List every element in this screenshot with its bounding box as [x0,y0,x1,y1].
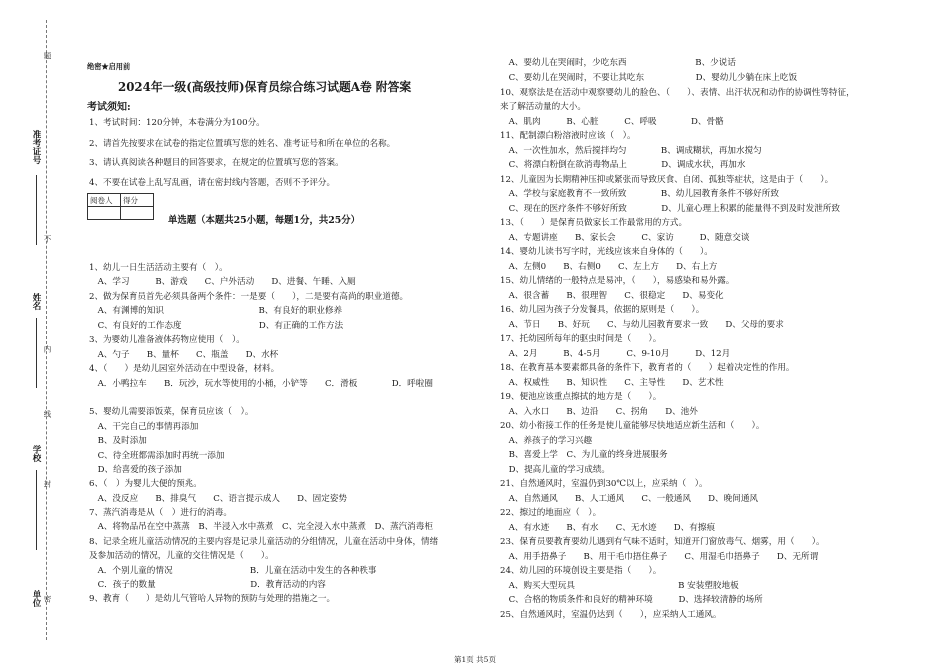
question-line: B、及时添加 [89,436,147,446]
question-line: D、提高儿童的学习成绩。 [500,465,611,475]
school-field[interactable] [36,470,37,550]
question-line: A、养孩子的学习兴趣 [500,436,593,446]
question-line: 5、婴幼儿需要添饭菜，保育员应该（ ）。 [89,407,254,417]
question-line: 来了解活动量的大小。 [500,102,586,112]
question-line: C、要幼儿在哭闹时，不要让其吃东 D、婴幼儿少躺在床上吃饭 [500,73,798,83]
question-line: 18、在教育基本要素都具备的条件下，教育者的（ ）起着决定性的作用。 [500,363,795,373]
school-label: 学校 [31,445,41,462]
notice-item: 4、不要在试卷上乱写乱画，请在密封线内答题，否则不予评分。 [89,178,336,188]
question-line: A、权威性 B、知识性 C、主导性 D、艺术性 [500,378,724,388]
question-line: A、自然通风 B、人工通风 C、一般通风 D、晚间通风 [500,494,759,504]
question-line: B、喜爱上学 C、为儿童的终身进展服务 [500,450,668,460]
notice-heading: 考试须知: [87,102,131,113]
question-line: 19、便池应该重点擦拭的地方是（ ）。 [500,392,662,402]
question-line: A．小鸭拉车 B．玩沙，玩水等使用的小桶，小铲等 C．滑板 D．呼啦圈 [89,379,433,389]
question-line: C、待全班都需添加时再统一添加 [89,451,225,461]
notice-item: 3、请认真阅读各种题目的回答要求，在规定的位置填写您的答案。 [89,158,344,168]
question-line: A、没反应 B、排臭气 C、语言提示成人 D、固定姿势 [89,494,348,504]
question-line: A、购买大型玩具 B 安装塑胶地板 [500,581,739,591]
question-line: A、有水迹 B、有水 C、无水迹 D、有擦痕 [500,523,716,533]
seal-char: 线 [43,410,52,418]
question-line: A、用手捂鼻子 B、用干毛巾捂住鼻子 C、用湿毛巾捂鼻子 D、无所谓 [500,552,819,562]
notice-item: 2、请首先按要求在试卷的指定位置填写您的姓名、准考证号和所在单位的名称。 [89,139,396,149]
question-line: A、入水口 B、边沿 C、拐角 D、池外 [500,407,698,417]
grader-cell: 阅卷人 [88,194,121,207]
question-line: C．孩子的数量 D．教育活动的内容 [89,580,326,590]
question-line: A、勺子 B、量杯 C、瓶盖 D、水杯 [89,350,279,360]
question-line: 9、教育（ ）是幼儿气管哈人异物的预防与处理的措施之一。 [89,594,336,604]
question-line: 17、托幼园所每年的驱虫时间是（ ）。 [500,334,662,344]
question-line: A、2月 B、4-5月 C、9-10月 D、12月 [500,349,731,359]
section-heading: 单选题（本题共25小题，每题1分，共25分） [168,215,360,226]
question-line: D、给喜爱的孩子添加 [89,465,182,475]
question-line: 20、幼小衔接工作的任务是使儿童能够尽快地适应新生活和（ ）。 [500,421,765,431]
question-line: 6、（ ）为婴儿大便的预兆。 [89,479,202,489]
name-label: 姓名 [31,293,41,310]
question-line: A、干完自己的事情再添加 [89,422,199,432]
question-line: A、学习 B、游戏 C、户外活动 D、进餐、午睡、入厕 [89,277,356,287]
question-line: A．个别儿童的情况 B．儿童在活动中发生的各种秩事 [89,566,377,576]
seal-char: 内 [43,345,52,353]
question-line: A、专题讲座 B、家长会 C、家访 D、随意交谈 [500,233,750,243]
question-line: A、很含蓄 B、很理智 C、很稳定 D、易变化 [500,291,724,301]
question-line: 10、观察法是在活动中观察婴幼儿的脸色、（ ）、表情、出汗状况和动作的协调性等特征， [500,88,855,98]
exam-number-field[interactable] [36,175,37,245]
question-line: 15、幼儿情绪的一般特点是易冲，（ ），易感染和易外露。 [500,276,735,286]
question-line: 13、（ ）是保育员做家长工作最常用的方式。 [500,218,688,228]
question-line: A、节日 B、好玩 C、与幼儿园教育要求一致 D、父母的要求 [500,320,784,330]
question-line: A、要幼儿在哭闹时，少吃东西 B、少说话 [500,58,736,68]
seal-char: 密 [43,595,52,603]
question-line: 14、婴幼儿读书写字时，光线应该来自身体的（ ）。 [500,247,713,257]
question-line: A、一次性加水，然后搅拌均匀 B、调成糊状，再加水搅匀 [500,146,762,156]
question-line: C、合格的物质条件和良好的精神环境 D、选择较清静的场所 [500,595,763,605]
question-line: 21、自然通风时，室温仍到30℃以上，应采纳（ ）。 [500,479,708,489]
question-line: 7、蒸汽消毒是从（ ）进行的消毒。 [89,508,232,518]
seal-char: 题 [43,52,52,60]
question-line: 及参加活动的情况，儿童的交往情况是（ ）。 [89,551,274,561]
question-line: 3、为婴幼儿准备液体药物应使用（ ）。 [89,335,245,345]
question-line: C、现在的医疗条件不够好所致 D、儿童心理上积累的能量得不到及时发泄所致 [500,204,841,214]
score-cell: 得分 [121,194,154,207]
question-line: C、将漂白粉倒在欲消毒物品上 D、调成水状，再加水 [500,160,746,170]
seal-line [46,20,47,640]
question-line: 2、做为保育员首先必须具备两个条件：一是要（ ），二是要有高尚的职业道德。 [89,292,409,302]
exam-number-label: 准考证号 [31,130,41,164]
score-table [87,193,154,220]
question-line: 8、记录全班儿童活动情况的主要内容是记录儿童活动的分组情况，儿童在活动中身体，情绪 [89,537,439,547]
question-line: 4、（ ）是幼儿园室外活动在中型设备，材料。 [89,364,280,374]
question-line: 12、儿童因为长期精神压抑或紧张而导致厌食、自闭、孤独等症状，这是由于（ ）。 [500,175,834,185]
question-line: C、有良好的工作态度 D、有正确的工作方法 [89,321,344,331]
question-line: A、肌肉 B、心脏 C、呼吸 D、骨骼 [500,117,724,127]
secret-label: 绝密★启用前 [87,62,131,71]
question-line: A、左侧0 B、右侧0 C、左上方 D、右上方 [500,262,718,272]
seal-char: 不 [43,235,52,243]
question-line: 16、幼儿园为孩子分发餐具，依据的原则是（ ）。 [500,305,705,315]
question-line: 11、配制漂白粉溶液时应该（ ）。 [500,131,636,141]
question-line: A、有渊博的知识 B、有良好的职业修养 [89,306,343,316]
question-line: 24、幼儿园的环境创设主要是指（ ）。 [500,566,662,576]
grader-input[interactable] [88,207,121,220]
name-field[interactable] [36,318,37,388]
question-line: 1、幼儿一日生活活动主要有（ ）。 [89,263,228,273]
score-input[interactable] [121,207,154,220]
question-line: 23、保育员要教育要幼儿遇到有气味不适时，知道开门窗放毒气、烟雾，用（ ）。 [500,537,825,547]
question-line: A、将物品吊在空中蒸蒸 B、半浸入水中蒸煮 C、完全浸入水中蒸煮 D、蒸汽消毒柜 [89,522,433,532]
notice-item: 1、考试时间：120分钟，本卷满分为100分。 [89,118,265,128]
unit-label: 单位 [31,590,41,607]
question-line: 22、擦过的地面应（ ）。 [500,508,602,518]
question-line: 25、自然通风时，室温仍达到（ ），应采纳人工通风。 [500,610,722,620]
page-title: 2024年一级(高级技师)保育员综合练习试题A卷 附答案 [118,80,412,94]
question-line: A、学校与家庭教育不一致所致 B、幼儿园教育条件不够好所致 [500,189,779,199]
seal-char: 封 [43,480,52,488]
page-footer: 第1页 共5页 [454,655,496,664]
